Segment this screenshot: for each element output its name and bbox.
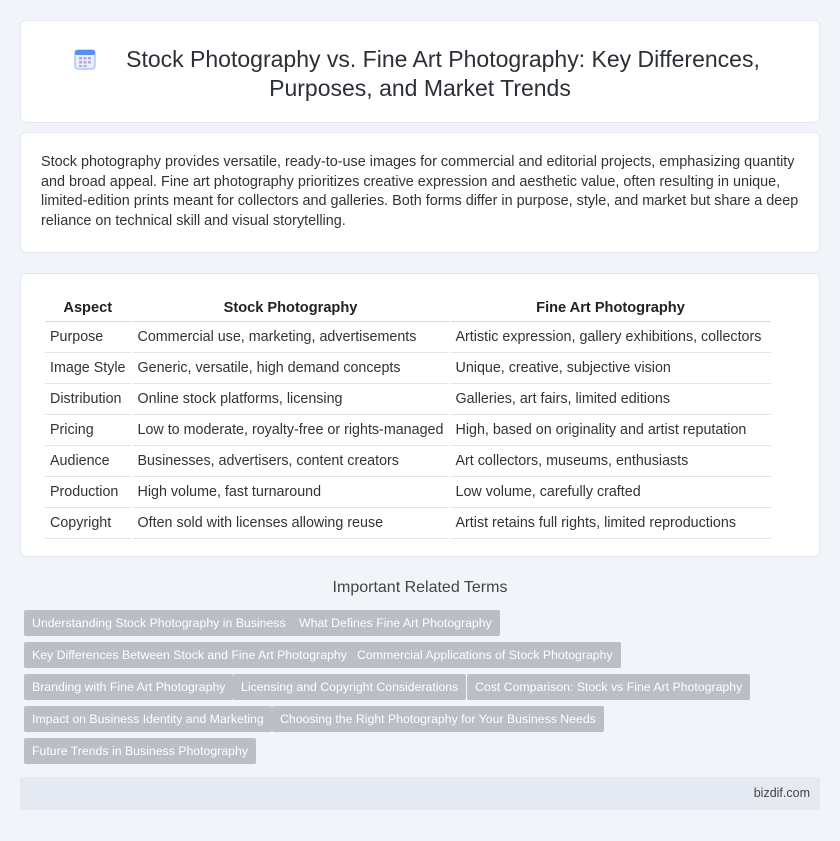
table-row: [45, 384, 771, 415]
related-terms-heading: Important Related Terms: [332, 579, 508, 596]
column-header: Stock Photography: [133, 295, 449, 322]
table-cell: High volume, fast turnaround: [133, 477, 449, 508]
table-cell: Artistic expression, gallery exhibitions, collectors: [451, 322, 771, 353]
footer-site-link[interactable]: bizdif.com: [753, 786, 810, 800]
column-header: Aspect: [45, 295, 131, 322]
comparison-table-card: [20, 273, 820, 557]
column-header: Fine Art Photography: [451, 295, 771, 322]
related-term-tag[interactable]: Cost Comparison: Stock vs Fine Art Photography: [467, 674, 750, 700]
table-cell: Unique, creative, subjective vision: [451, 353, 771, 384]
table-cell: Often sold with licenses allowing reuse: [133, 508, 449, 539]
table-cell: Audience: [45, 446, 131, 477]
table-row: [45, 322, 771, 353]
footer: [20, 777, 820, 810]
table-row: [45, 415, 771, 446]
related-term-tag[interactable]: Branding with Fine Art Photography: [24, 674, 233, 700]
related-term-tag[interactable]: Licensing and Copyright Considerations: [233, 674, 466, 700]
table-cell: Copyright: [45, 508, 131, 539]
related-term-tag[interactable]: Impact on Business Identity and Marketing: [24, 706, 272, 732]
related-term-tag[interactable]: Understanding Stock Photography in Business: [24, 610, 294, 636]
comparison-table: [43, 295, 773, 539]
table-cell: Online stock platforms, licensing: [133, 384, 449, 415]
related-term-tag[interactable]: Key Differences Between Stock and Fine Art Photography: [24, 642, 355, 668]
table-cell: Low volume, carefully crafted: [451, 477, 771, 508]
intro-card: [20, 132, 820, 253]
table-cell: Production: [45, 477, 131, 508]
page-title-line-1: Stock Photography vs. Fine Art Photography: Key Differences,: [126, 46, 760, 72]
table-row: [45, 508, 771, 539]
table-cell: Artist retains full rights, limited reproductions: [451, 508, 771, 539]
intro-paragraph: Stock photography provides versatile, ready-to-use images for commercial and editorial projects, emphasizing quantity and broad appeal. Fine art photography prioritizes creative expression and aesthetic value, often resulting in unique, limited-edition prints meant for collectors and galleries. Both forms differ in purpose, style, and market but share a deep reliance on technical skill and visual storytelling.: [41, 154, 799, 229]
table-cell: Art collectors, museums, enthusiasts: [451, 446, 771, 477]
header-card: [20, 20, 820, 123]
table-cell: Generic, versatile, high demand concepts: [133, 353, 449, 384]
table-cell: Purpose: [45, 322, 131, 353]
table-cell: Businesses, advertisers, content creators: [133, 446, 449, 477]
table-row: [45, 446, 771, 477]
table-cell: Galleries, art fairs, limited editions: [451, 384, 771, 415]
related-term-tag[interactable]: Future Trends in Business Photography: [24, 738, 256, 764]
table-cell: Image Style: [45, 353, 131, 384]
page-title-line-2: Purposes, and Market Trends: [269, 75, 571, 101]
table-cell: High, based on originality and artist reputation: [451, 415, 771, 446]
table-cell: Pricing: [45, 415, 131, 446]
related-term-tag[interactable]: Choosing the Right Photography for Your Business Needs: [272, 706, 604, 732]
table-header-row: [45, 295, 771, 322]
table-row: [45, 353, 771, 384]
page-title: [21, 45, 819, 103]
table-cell: Low to moderate, royalty-free or rights-managed: [133, 415, 449, 446]
table-cell: Distribution: [45, 384, 131, 415]
related-term-tag[interactable]: What Defines Fine Art Photography: [291, 610, 500, 636]
table-cell: Commercial use, marketing, advertisements: [133, 322, 449, 353]
related-term-tag[interactable]: Commercial Applications of Stock Photography: [349, 642, 621, 668]
table-row: [45, 477, 771, 508]
